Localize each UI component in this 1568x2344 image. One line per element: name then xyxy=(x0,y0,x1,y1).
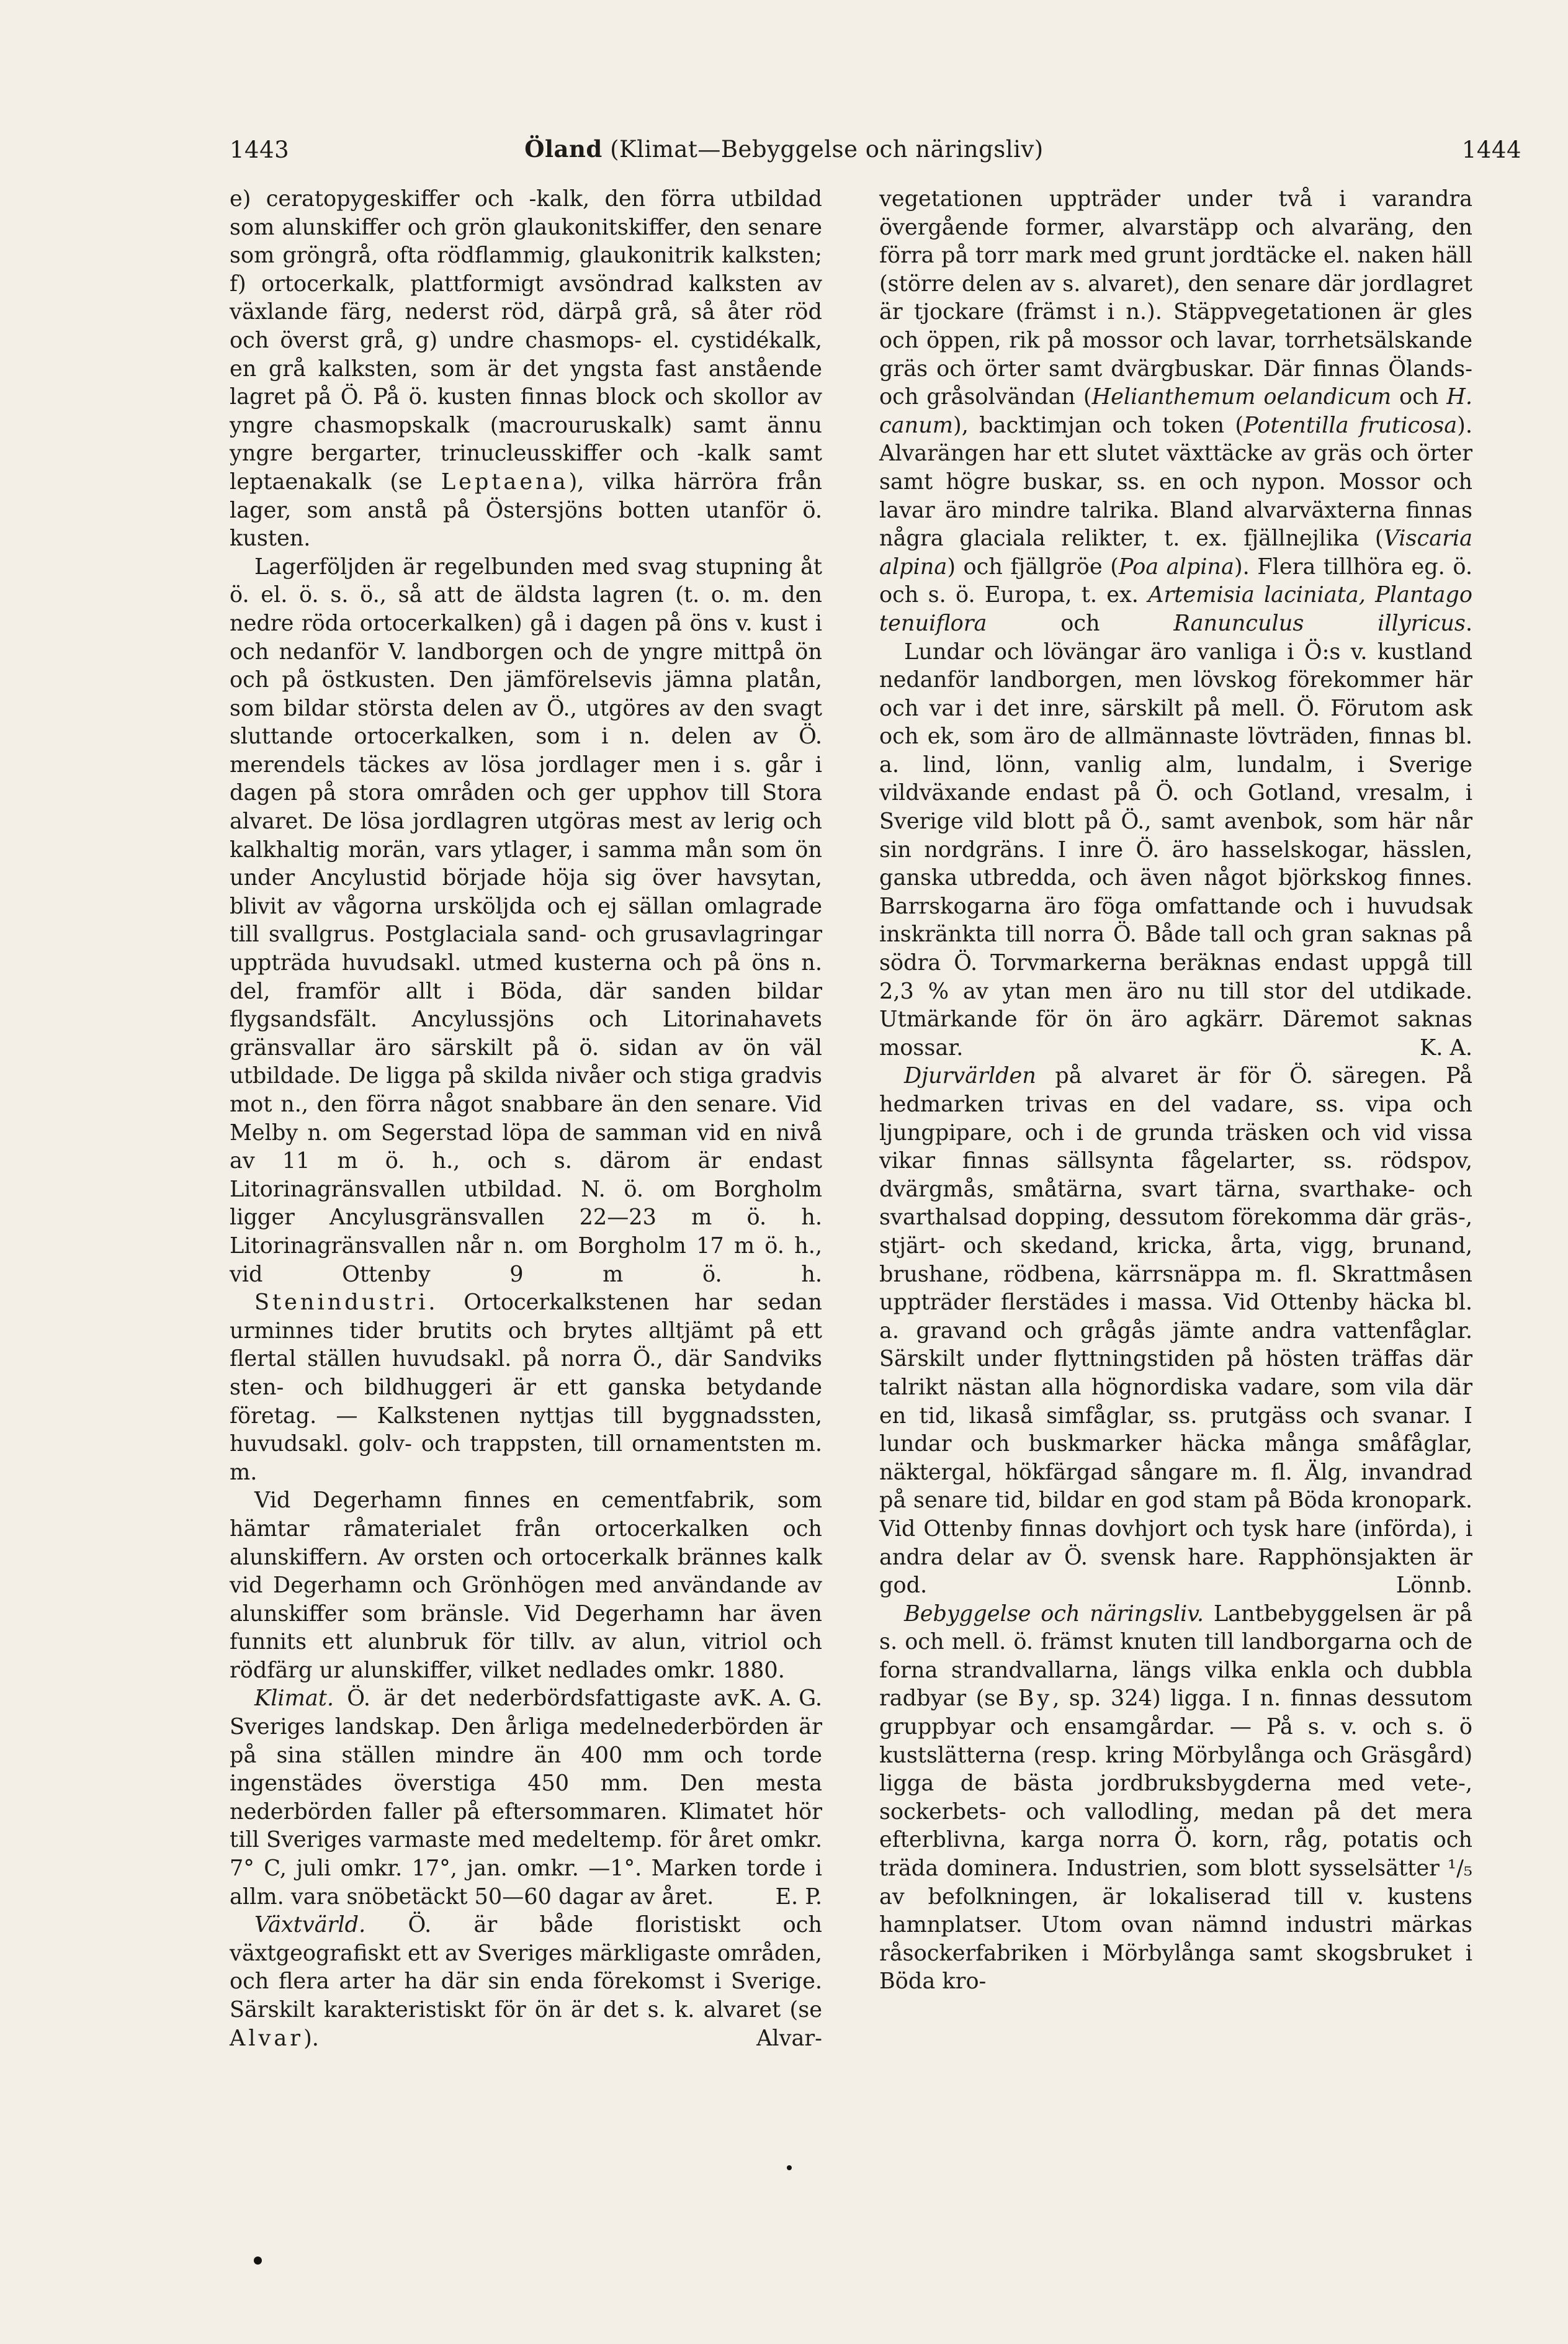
paragraph-settlement: Bebyggelse och näringsliv. Lantbebyggelsen är på s. och mell. ö. främst knuten till landborgarna och de forna strandvallarna, längs vilka enkla och dubbla radbyar (se By, sp. 324) ligga. I n. finnas dessutom gruppbyar och ensamgårdar. — På s. v. och s. ö kustslätterna (resp. kring Mörbylånga och Gräsgård) ligga de bästa jordbruksbygderna med vete-, sockerbets- och vallodling, medan på det mera efterblivna, karga norra Ö. korn, råg, potatis och träda dominera. Industrien, som blott sysselsätter ¹/₅ av befolkningen, är lokaliserad till v. kustens hamnplatser. Utom ovan nämnd industri märkas råsockerfabriken i Mörbylånga samt skogsbruket i Böda kro- xyxy=(879,1601,1473,1995)
cross-ref-by: By xyxy=(1018,1686,1053,1712)
author-signature-ka: K. A. xyxy=(1420,1035,1472,1061)
cross-ref-alvar: Alvar xyxy=(230,2025,304,2051)
paragraph-stratigraphy: Lagerföljden är regelbunden med svag stupning åt ö. el. ö. s. ö., så att de äldsta lagren (t. o. m. den nedre röda ortocerkalken) gå i dagen på öns v. kust i och nedanför V. landborgen och de yngre mittpå ön och på östkusten. Den jämförelsevis jämna platån, som bildar största delen av Ö., utgöres av den svagt sluttande ortocerkalken, som i n. delen av Ö. merendels täckes av lösa jordlager men i s. går i dagen på stora områden och ger upphov till Stora alvaret. De lösa jordlagren utgöras mest av lerig och kalkhaltig morän, vars ytlager, i samma mån som ön under Ancylustid började höja sig över havsytan, blivit av vågorna ursköljda och ej sällan omlagrade till svallgrus. Postglaciala sand- och grusavlagringar uppträda huvudsakl. utmed kusterna och på öns n. del, framför allt i Böda, där sanden bildar flygsandsfält. Ancylussjöns och Litorinahavets gränsvallar äro särskilt på ö. sidan av ön väl utbildade. De ligga på skilda nivåer och stiga gradvis mot n., den förra något snabbare än den senare. Vid Melby n. om Segerstad löpa de samman vid en nivå av 11 m ö. h., och s. därom är endast Litorinagränsvallen utbildad. N. ö. om Borgholm ligger Ancylusgränsvallen 22—23 m ö. h. Litorinagränsvallen når n. om Borgholm 17 m ö. h., vid Ottenby 9 m ö. h. xyxy=(230,554,822,1287)
paragraph-geology-strata: e) ceratopygeskiffer och -kalk, den förra utbildad som alunskiffer och grön glaukonitskiffer, den senare som gröngrå, ofta rödflammig, glaukonitrik kalksten; f) ortocerkalk, plattformigt avsöndrad kalksten av växlande färg, nederst röd, därpå grå, så åter röd och överst grå, g) undre chasmops- el. cystidékalk, en grå kalksten, som är det yngsta fast anstående lagret på Ö. På ö. kusten finnas block och skollor av yngre chasmopskalk (macrouruskalk) samt ännu yngre bergarter, trinucleusskiffer och -kalk samt leptaenakalk (se Leptaena), vilka härröra från lager, som anstå på Östersjöns botten utanför ö. kusten. xyxy=(230,186,823,552)
paragraph-climate: Klimat. Ö. är det nederbördsfattigaste av Sveriges landskap. Den årliga medelnederbörden är på sina ställen mindre än 400 mm och torde ingenstädes överstiga 450 mm. Den mesta nederbörden faller på eftersommaren. Klimatet hör till Sveriges varmaste med medeltemp. för året omkr. 7° C, juli omkr. 17°, jan. omkr. —1°. Marken torde i allm. vara snöbetäckt 50—60 dagar av året. E. P. xyxy=(230,1684,822,1911)
headword: Öland xyxy=(524,135,603,163)
left-column xyxy=(230,185,822,2052)
paragraph-flora: Växtvärld. Ö. är både floristiskt och växtgeografiskt ett av Sveriges märkligaste områden, och flera arter ha där sin enda förekomst i Sverige. Särskilt karakteristiskt för ön är det s. k. alvaret (se Alvar). Alvar- xyxy=(230,1912,823,2051)
paragraph-forests: Lundar och lövängar äro vanliga i Ö:s v. kustland nedanför landborgen, men lövskog förekommer här och var i det inre, särskilt på mell. Ö. Förutom ask och ek, som äro de allmännaste lövträden, finnas bl. a. lind, lönn, vanlig alm, lundalm, i Sverige vildväxande endast på Ö. och Gotland, vresalm, i Sverige vild blott på Ö., samt avenbok, som här når sin nordgräns. I inre Ö. äro hasselskogar, hässlen, ganska utbredda, och även något björkskog finnes. Barrskogarna äro föga omfattande och i huvudsak inskränkta till norra Ö. Både tall och gran saknas på södra Ö. Torvmarkerna beräknas endast uppgå till 2,3 % av ytan men äro nu till stor del utdikade. Utmärkande för ön äro agkärr. Däremot saknas mossar. K. A. xyxy=(879,638,1472,1062)
running-header xyxy=(0,135,1568,163)
author-signature-lonnb: Lönnb. xyxy=(1396,1573,1472,1599)
paragraph-degerhamn: Vid Degerhamn finnes en cementfabrik, som hämtar råmaterialet från ortocerkalken och alunskiffern. Av orsten och ortocerkalk brännes kalk vid Degerhamn och Grönhögen med användande av alunskiffer som bränsle. Vid Degerhamn har även funnits ett alunbruk för tillv. av alun, vitriol och rödfärg ur alunskiffer, vilket nedlades omkr. 1880. K. A. G. xyxy=(230,1486,822,1684)
author-signature-ep: E. P. xyxy=(775,1884,822,1910)
section-head-bebyggelse: Bebyggelse och näringsliv. xyxy=(904,1601,1204,1627)
header-subtitle: (Klimat—Bebyggelse och näringsliv) xyxy=(610,136,1044,163)
right-column xyxy=(879,185,1472,1996)
paragraph-alvar-vegetation: vegetationen uppträder under två i varandra övergående former, alvarstäpp och alvaräng, den förra på torr mark med grunt jordtäcke el. naken häll (större delen av s. alvaret), den senare där jordlagret är tjockare (främst i n.). Stäppvegetationen är gles och öppen, rik på mossor och lavar, torrhetsälskande gräs och örter samt dvärgbuskar. Där finnas Ölands- och gråsolvändan (Helianthemum oelandicum och H. canum), backtimjan och token (Potentilla fruticosa). Alvarängen har ett slutet växttäcke av gräs och örter samt högre buskar, ss. en och nypon. Mossor och lavar äro mindre talrika. Bland alvarväxterna finnas några glaciala relikter, t. ex. fjällnejlika (Viscaria alpina) och fjällgröe (Poa alpina). Flera tillhöra eg. ö. och s. ö. Europa, t. ex. Artemisia laciniata, Plantago tenuiflora och Ranunculus illyricus. xyxy=(879,186,1472,636)
ink-speck xyxy=(787,2165,792,2170)
page-number-left: 1443 xyxy=(230,137,290,163)
fraction: ¹/₅ xyxy=(1448,1856,1472,1882)
author-signature-kag: K. A. G. xyxy=(738,1686,822,1712)
paragraph-fauna: Djurvärlden på alvaret är för Ö. säregen. På hedmarken trivas en del vadare, ss. vipa och ljungpipare, och i de grunda träsken och vid vissa vikar finnas sällsynta fågelarter, ss. rödspov, dvärgmås, småtärna, svart tärna, svarthake- och svarthalsad dopping, dessutom förekomma där gräs-, stjärt- och skedand, kricka, årta, vigg, brunand, brushane, rödbena, kärrsnäppa m. fl. Skrattmåsen uppträder flerstädes i massa. Vid Ottenby häcka bl. a. gravand och grågås jämte andra vattenfåglar. Särskilt under flyttningstiden på hösten träffas där talrikt nästan alla högnordiska vadare, som vila där en tid, likaså simfåglar, ss. prutgäss och svanar. I lundar och buskmarker häcka många småfåglar, näktergal, hökfärgad sångare m. fl. Älg, invandrad på senare tid, bildar en god stam på Böda kronopark. Vid Ottenby finnas dovhjort och tysk hare (införda), i andra delar av Ö. svensk hare. Rapphönsjakten är god. Lönnb. xyxy=(879,1062,1472,1599)
section-head-stenindustri: Stenindustri. xyxy=(254,1290,439,1316)
section-head-klimat: Klimat. xyxy=(254,1686,334,1712)
paragraph-stone-industry: Stenindustri. Ortocerkalkstenen har sedan urminnes tider brutits och brytes alltjämt på ett flertal ställen huvudsakl. på norra Ö., där Sandviks sten- och bildhuggeri är ett ganska betydande företag. — Kalkstenen nyttjas till byggnadssten, huvudsakl. golv- och trappsten, till ornamentsten m. m. xyxy=(230,1290,822,1485)
ink-speck xyxy=(254,2256,262,2265)
section-head-vaxtvarld: Växtvärld. xyxy=(254,1912,366,1938)
section-head-djurvarlden: Djurvärlden xyxy=(904,1063,1036,1089)
cross-ref-leptaena: Leptaena xyxy=(441,469,569,495)
page-number-right: 1444 xyxy=(1461,137,1521,163)
